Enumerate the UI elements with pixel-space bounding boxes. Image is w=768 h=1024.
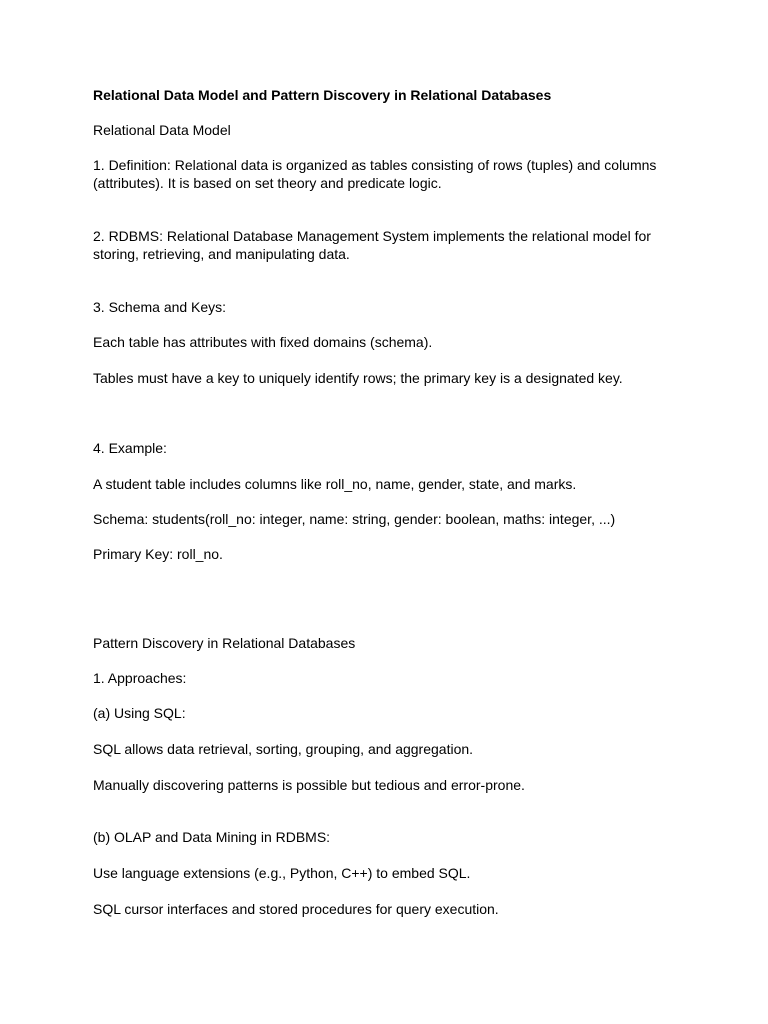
- keys-line: Tables must have a key to uniquely identify rows; the primary key is a designated key.: [93, 370, 623, 386]
- using-sql-heading: (a) Using SQL:: [93, 705, 186, 721]
- sql-capabilities-line: SQL allows data retrieval, sorting, grouping, and aggregation.: [93, 741, 474, 757]
- approaches-heading: 1. Approaches:: [93, 670, 187, 686]
- manual-discovery-line: Manually discovering patterns is possible but tedious and error-prone.: [93, 777, 525, 793]
- section-heading-pattern-discovery: Pattern Discovery in Relational Databases: [93, 635, 356, 651]
- schema-line: Each table has attributes with fixed domains (schema).: [93, 334, 433, 350]
- olap-data-mining-heading: (b) OLAP and Data Mining in RDBMS:: [93, 829, 331, 845]
- definition-paragraph: 1. Definition: Relational data is organized as tables consisting of rows (tuples) and columns (attributes). It is based on set theory and predicate logic.: [93, 157, 657, 191]
- rdbms-paragraph: 2. RDBMS: Relational Database Management System implements the relational model for storing, retrieving, and manipulating data.: [93, 228, 651, 262]
- language-extensions-line: Use language extensions (e.g., Python, C++) to embed SQL.: [93, 865, 471, 881]
- example-heading: 4. Example:: [93, 440, 167, 456]
- document-title: Relational Data Model and Pattern Discovery in Relational Databases: [93, 87, 552, 103]
- example-student-table-line: A student table includes columns like roll_no, name, gender, state, and marks.: [93, 476, 577, 492]
- example-schema-line: Schema: students(roll_no: integer, name: string, gender: boolean, maths: integer, ...): [93, 511, 616, 527]
- sql-cursor-line: SQL cursor interfaces and stored procedures for query execution.: [93, 901, 499, 917]
- example-primary-key-line: Primary Key: roll_no.: [93, 546, 223, 562]
- section-heading-relational-data-model: Relational Data Model: [93, 122, 231, 138]
- schema-and-keys-heading: 3. Schema and Keys:: [93, 299, 227, 315]
